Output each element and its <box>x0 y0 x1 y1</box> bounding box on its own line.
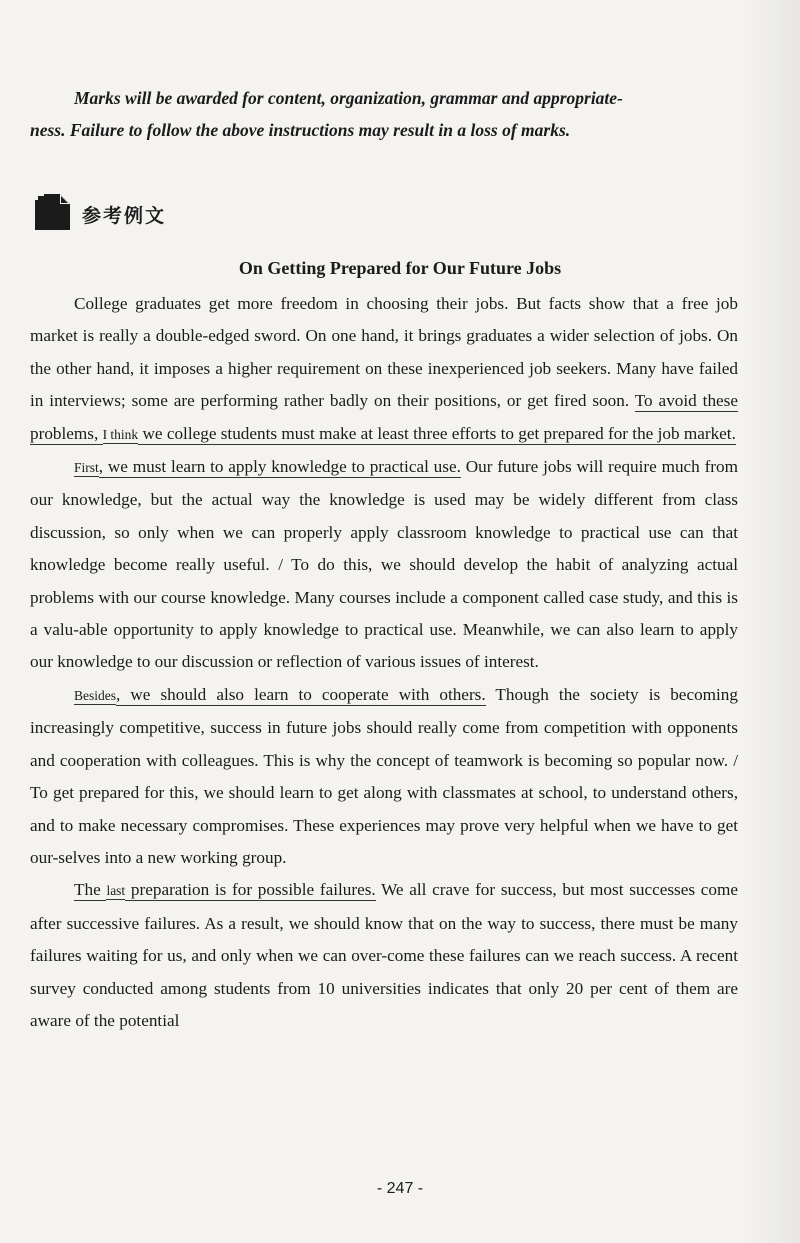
paragraph-2-text: Our future jobs will require much from our knowledge, but the actual way the knowledge is used may be widely different from class discussion, so only when we can properly apply classroom knowledge to practical use can that knowledge become really useful. / To do this, we should develop the habit of analyzing actual problems with our course knowledge. Many courses include a component called case study, and this is a valu-able opportunity to apply knowledge to practical use. Meanwhile, we can also learn to apply our knowledge to our discussion or reflection of various issues of interest. <box>30 457 738 672</box>
topic-sentence-4a: The <box>74 880 107 900</box>
thesis-underline-1: To avoid these problems, <box>30 391 738 443</box>
paragraph-2 <box>30 451 738 679</box>
topic-marker-last: last <box>106 883 126 899</box>
page-edge-shadow <box>740 0 800 1243</box>
paragraph-4-text: We all crave for success, but most successes come after successive failures. As a result, we should know that on the way to success, there must be many failures waiting for us, and only when we can over-come these failures can we reach success. A recent survey conducted among students from 10 universities indicates that only 20 per cent of them are aware of the potential <box>30 880 738 1030</box>
essay-title: On Getting Prepared for Our Future Jobs <box>238 258 562 278</box>
thesis-underline-2: I think <box>102 426 139 442</box>
thesis-underline-3: we college students must make at least three efforts to get prepared for the job market. <box>138 423 736 443</box>
instructions <box>30 82 740 146</box>
paragraph-1 <box>30 288 738 451</box>
topic-sentence-2: , we must learn to apply knowledge to practical use. <box>98 457 461 477</box>
topic-sentence-4b: preparation is for possible failures. <box>125 880 376 900</box>
sample-essay-label: 参考例文 <box>82 204 167 227</box>
paragraph-3-text: Though the society is becoming increasingly competitive, success in future jobs should really come from competition with opponents and cooperation with colleagues. This is why the concept of teamwork is becoming so popular now. / To get prepared for this, we should learn to get along with classmates at school, to understand others, and to make necessary compromises. These experiences may prove very helpful when we have to get our-selves into a new working group. <box>30 684 738 867</box>
paragraph-3 <box>30 679 738 874</box>
paragraph-1-text: College graduates get more freedom in choosing their jobs. But facts show that a free job market is really a double-edged sword. On one hand, it brings graduates a wider selection of jobs. On the other hand, it imposes a higher requirement on these inexperienced job seekers. Many have failed in interviews; some are performing rather badly on their positions, or get fired soon. <box>30 294 738 411</box>
topic-marker-first: First <box>74 460 99 476</box>
instructions-line-1: Marks will be awarded for content, organization, grammar and appropriate- <box>74 88 623 108</box>
document-icon <box>34 190 74 232</box>
topic-sentence-3: , we should also learn to cooperate with others. <box>116 684 486 704</box>
topic-marker-besides: Besides <box>74 687 116 703</box>
sample-essay-header <box>34 190 166 232</box>
instructions-line-2: ness. Failure to follow the above instructions may result in a loss of marks. <box>30 120 571 140</box>
essay-body <box>30 288 738 1037</box>
paragraph-4 <box>30 874 738 1037</box>
page-number: - 247 - <box>376 1180 424 1197</box>
